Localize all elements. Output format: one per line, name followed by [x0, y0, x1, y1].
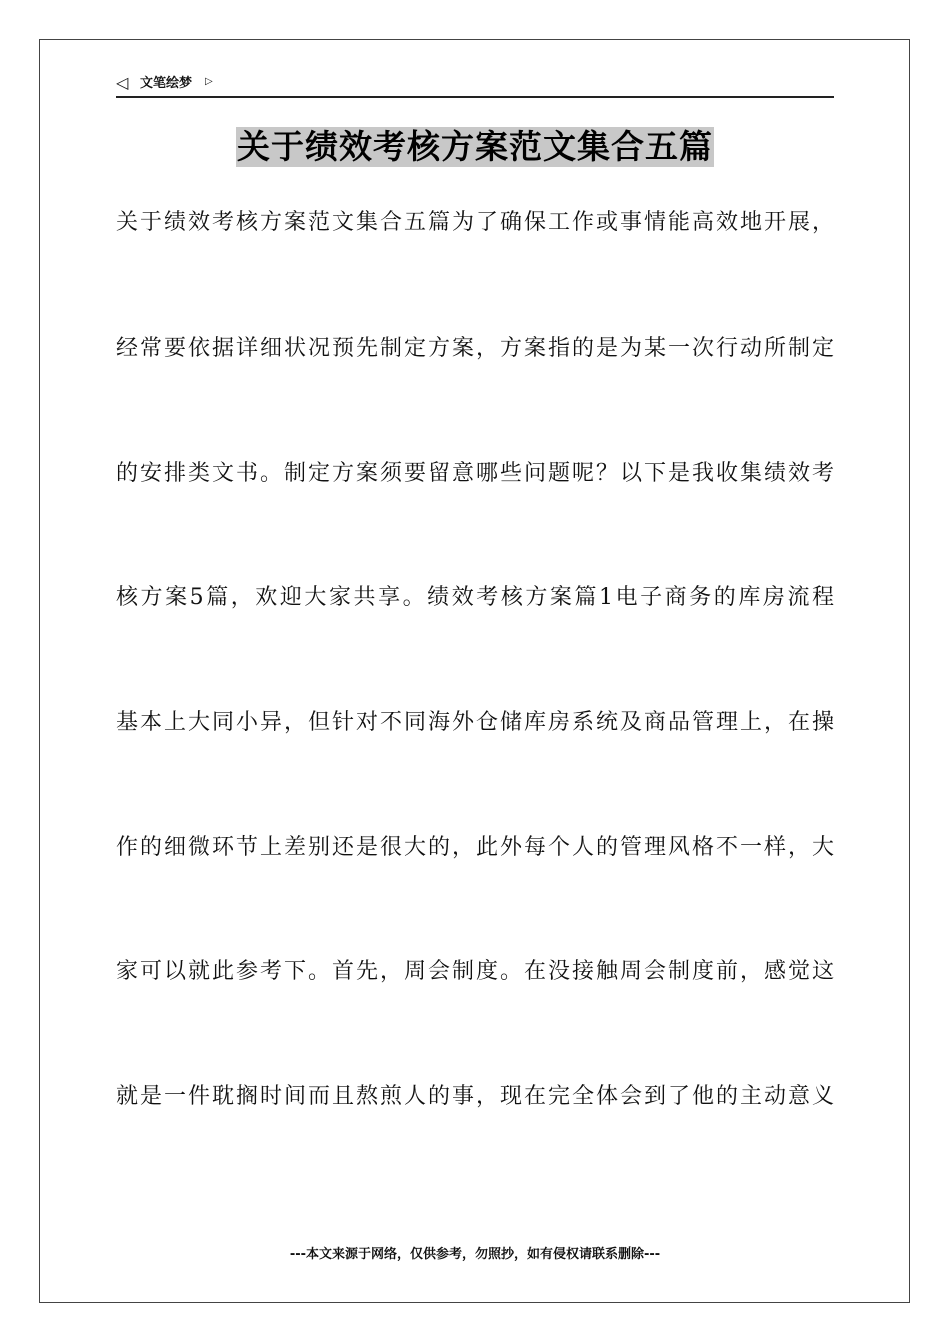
- right-arrow-icon: ▷: [205, 76, 213, 87]
- footer-disclaimer: ---本文来源于网络，仅供参考，勿照抄，如有侵权请联系删除---: [289, 1247, 661, 1262]
- body-text-line: 家可以就此参考下。首先，周会制度。在没接触周会制度前，感觉这: [116, 959, 834, 984]
- title-container: [0, 127, 950, 167]
- page-header: [116, 74, 834, 98]
- body-text-line: 的安排类文书。制定方案须要留意哪些问题呢？以下是我收集绩效考: [116, 461, 834, 486]
- body-text-line: 基本上大同小异，但针对不同海外仓储库房系统及商品管理上，在操: [116, 710, 834, 735]
- header-site-name: 文笔绘梦: [140, 76, 193, 91]
- left-arrow-icon: ◁: [116, 73, 129, 92]
- body-text-line: 经常要依据详细状况预先制定方案，方案指的是为某一次行动所制定: [116, 336, 834, 361]
- body-text-line: 作的细微环节上差别还是很大的，此外每个人的管理风格不一样，大: [116, 835, 834, 860]
- body-text-line: 关于绩效考核方案范文集合五篇为了确保工作或事情能高效地开展，: [116, 210, 834, 235]
- body-text-line: 核方案5篇，欢迎大家共享。绩效考核方案篇1电子商务的库房流程: [116, 585, 834, 610]
- document-title: 关于绩效考核方案范文集合五篇: [237, 127, 713, 166]
- body-text-line: 就是一件耽搁时间而且熬煎人的事，现在完全体会到了他的主动意义: [116, 1084, 834, 1109]
